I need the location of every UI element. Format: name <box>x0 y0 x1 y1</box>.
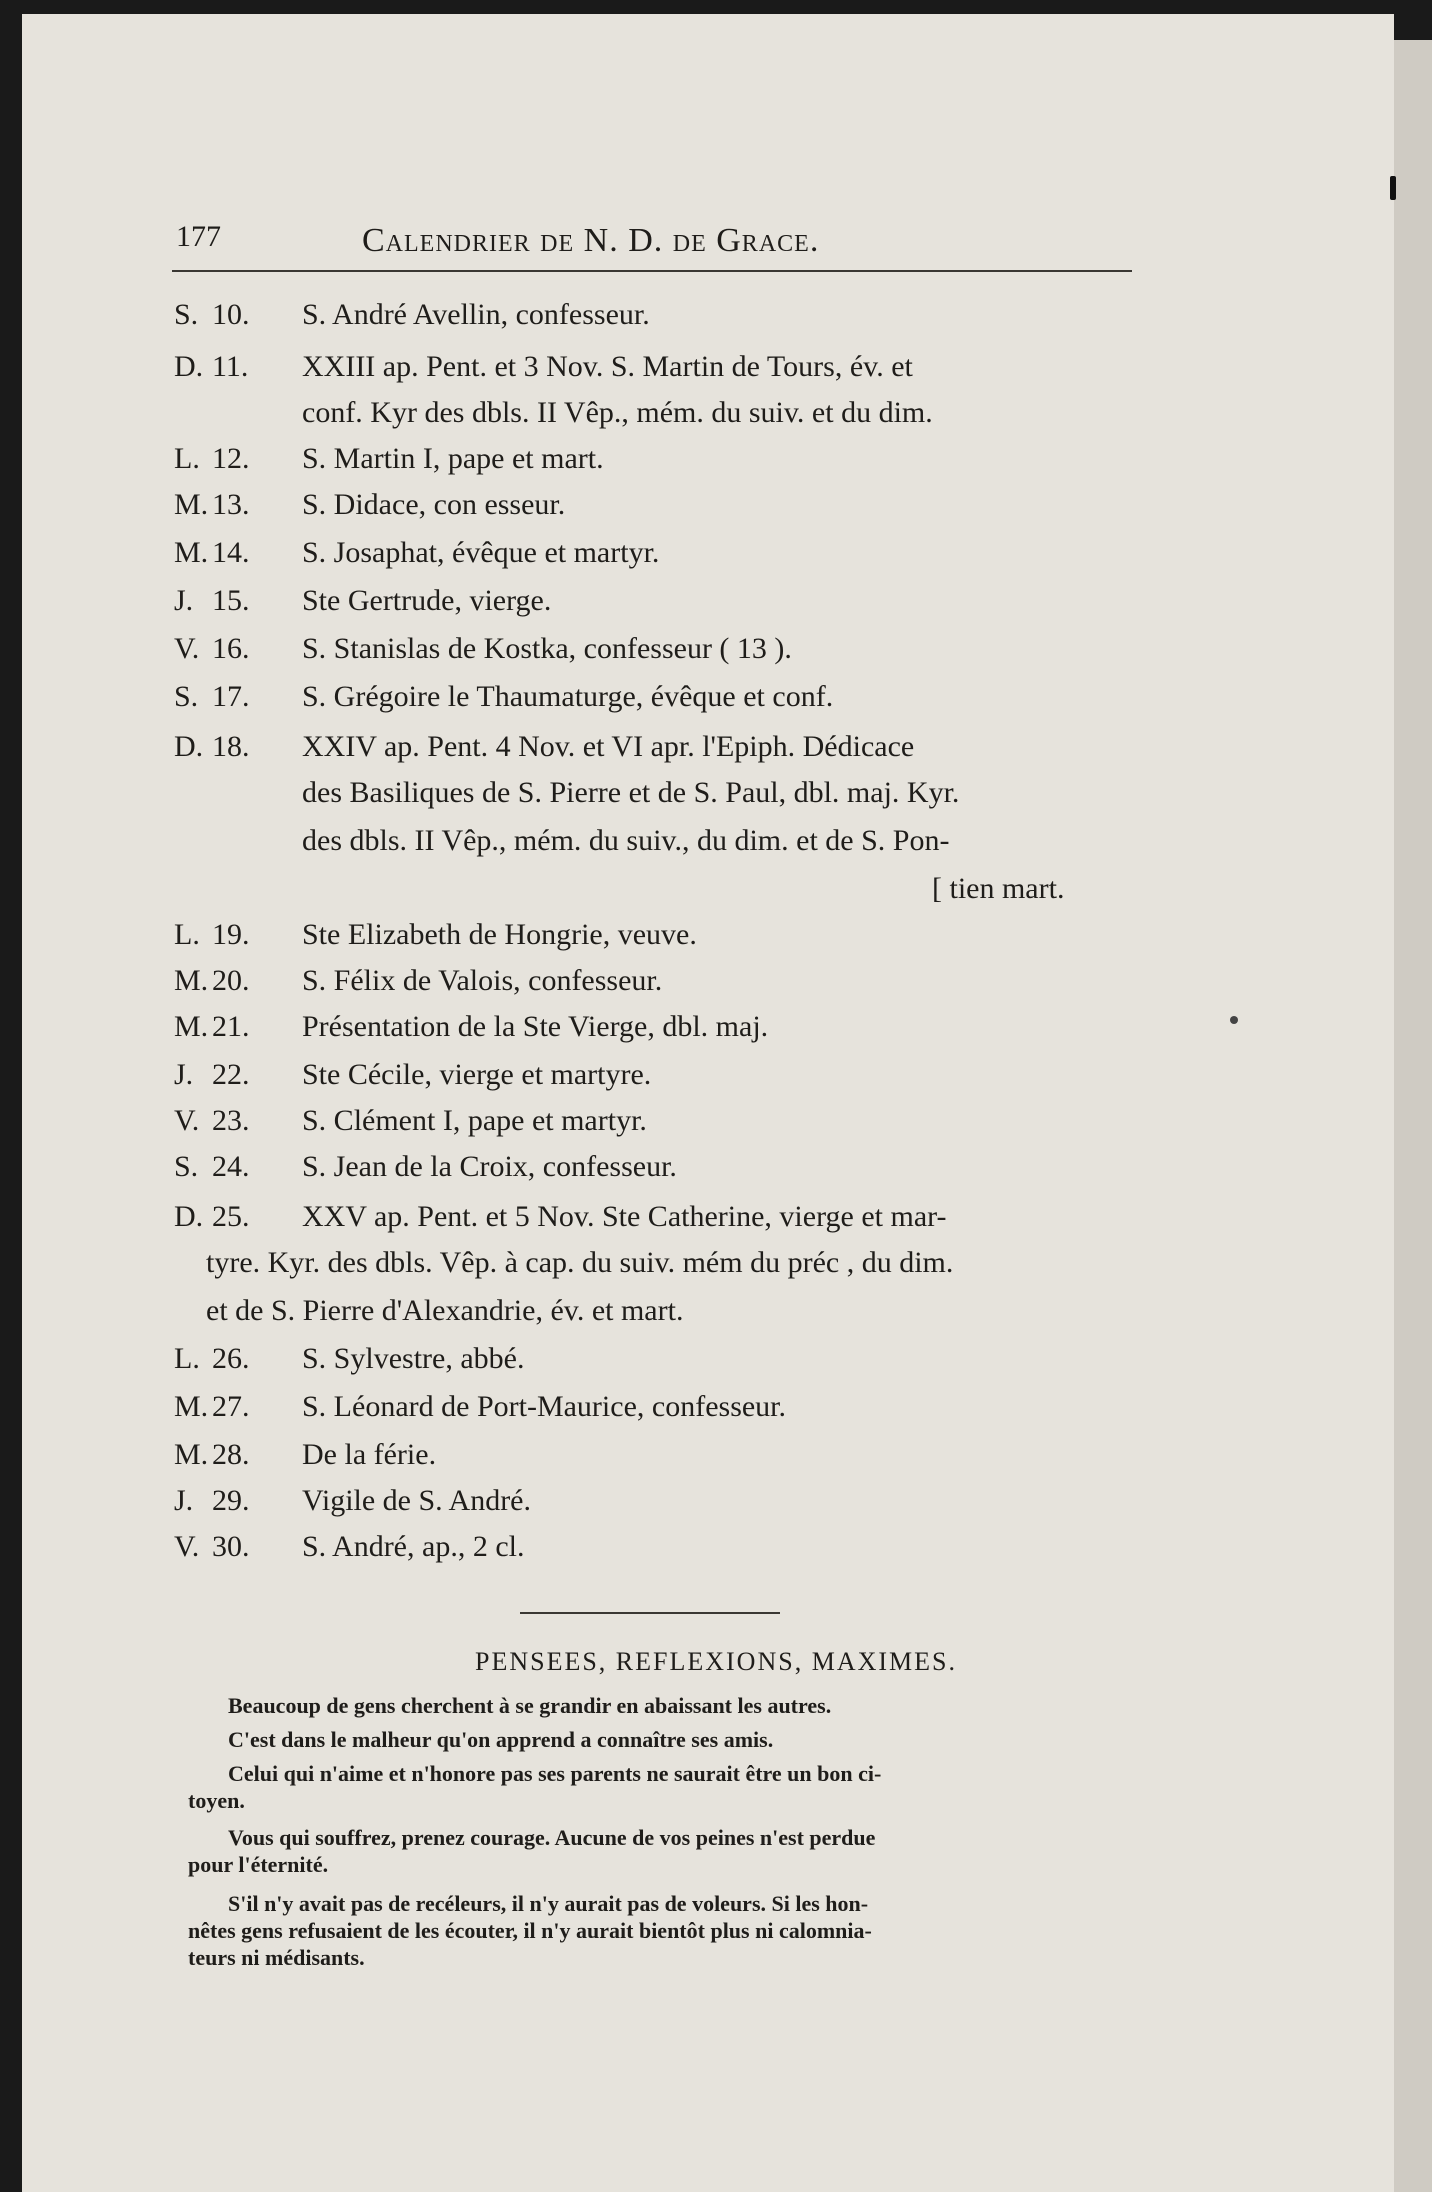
entry-text: S. Jean de la Croix, confesseur. <box>302 1150 677 1183</box>
calendar-entry-continuation <box>0 1288 1432 1334</box>
page-header <box>172 210 1132 272</box>
maxim-paragraph <box>188 1726 1118 1753</box>
section-title: PENSEES, REFLEXIONS, MAXIMES. <box>475 1647 957 1676</box>
date: 10. <box>212 298 250 331</box>
weekday: J. <box>174 1058 194 1091</box>
entry-text: S. Didace, con esseur. <box>302 488 566 521</box>
date: 28. <box>212 1438 250 1471</box>
calendar-entry <box>0 1384 1432 1430</box>
entry-text: S. Clément I, pape et martyr. <box>302 1104 647 1137</box>
calendar-entry <box>0 912 1432 958</box>
calendar-entry <box>0 436 1432 482</box>
entry-text: S. Sylvestre, abbé. <box>302 1342 525 1375</box>
weekday: S. <box>174 1150 199 1183</box>
calendar-entry <box>0 1144 1432 1190</box>
maxim-paragraph <box>188 1760 1118 1814</box>
calendar-entry <box>0 1524 1432 1570</box>
maxim-line: Vous qui souffrez, prenez courage. Aucune de vos peines n'est perdue <box>228 1825 876 1850</box>
entry-text: S. André, ap., 2 cl. <box>302 1530 525 1563</box>
entry-text: S. André Avellin, confesseur. <box>302 298 650 331</box>
date: 24. <box>212 1150 250 1183</box>
entry-text: conf. Kyr des dbls. II Vêp., mém. du suiv. et du dim. <box>302 396 933 429</box>
page-number: 177 <box>176 220 221 253</box>
weekday: V. <box>174 632 200 665</box>
entry-text: Ste Gertrude, vierge. <box>302 584 552 617</box>
weekday: S. <box>174 680 199 713</box>
calendar-entry-continuation <box>0 770 1432 816</box>
calendar-entry <box>0 626 1432 672</box>
entry-text: [ tien mart. <box>932 872 1065 905</box>
date: 12. <box>212 442 250 475</box>
entry-text: XXIV ap. Pent. 4 Nov. et VI apr. l'Epiph. Dédicace <box>302 730 915 763</box>
calendar-entry <box>0 482 1432 528</box>
calendar-entry <box>0 958 1432 1004</box>
weekday: D. <box>174 1200 204 1233</box>
calendar-entry <box>0 292 1432 338</box>
entry-text: Vigile de S. André. <box>302 1484 531 1517</box>
calendar-entry <box>0 1194 1432 1240</box>
date: 30. <box>212 1530 250 1563</box>
weekday: M. <box>174 488 209 521</box>
date: 14. <box>212 536 250 569</box>
date: 29. <box>212 1484 250 1517</box>
entry-text: tyre. Kyr. des dbls. Vêp. à cap. du suiv. mém du préc , du dim. <box>206 1246 954 1279</box>
calendar-entry-continuation <box>0 818 1432 864</box>
calendar-entry <box>0 344 1432 390</box>
maxim-line: C'est dans le malheur qu'on apprend a connaître ses amis. <box>228 1727 774 1752</box>
weekday: L. <box>174 442 200 475</box>
entry-text: Présentation de la Ste Vierge, dbl. maj. <box>302 1010 769 1043</box>
weekday: D. <box>174 730 204 763</box>
weekday: M. <box>174 1390 209 1423</box>
date: 18. <box>212 730 250 763</box>
weekday: M. <box>174 964 209 997</box>
entry-text: S. Grégoire le Thaumaturge, évêque et conf. <box>302 680 834 713</box>
maxim-line: Celui qui n'aime et n'honore pas ses parents ne saurait être un bon ci- <box>228 1761 882 1786</box>
calendar-entry <box>0 724 1432 770</box>
calendar-entry <box>0 674 1432 720</box>
calendar-entry <box>0 1098 1432 1144</box>
weekday: J. <box>174 1484 194 1517</box>
date: 22. <box>212 1058 250 1091</box>
weekday: V. <box>174 1104 200 1137</box>
calendar-entry-continuation <box>0 390 1432 436</box>
weekday: L. <box>174 918 200 951</box>
print-speck <box>1230 1016 1238 1024</box>
running-title: Calendrier de N. D. de Grace. <box>362 222 820 259</box>
weekday: J. <box>174 584 194 617</box>
calendar-entry <box>0 1478 1432 1524</box>
date: 19. <box>212 918 250 951</box>
weekday: M. <box>174 1438 209 1471</box>
maxim-line: teurs ni médisants. <box>188 1945 365 1970</box>
maxim-paragraph <box>188 1890 1118 1971</box>
entry-text: et de S. Pierre d'Alexandrie, év. et mart. <box>206 1294 684 1327</box>
entry-text: des Basiliques de S. Pierre et de S. Paul, dbl. maj. Kyr. <box>302 776 960 809</box>
maxim-line: Beaucoup de gens cherchent à se grandir en abaissant les autres. <box>228 1693 832 1718</box>
weekday: L. <box>174 1342 200 1375</box>
maxim-line: pour l'éternité. <box>188 1852 329 1877</box>
entry-text: Ste Elizabeth de Hongrie, veuve. <box>302 918 697 951</box>
weekday: D. <box>174 350 204 383</box>
date: 17. <box>212 680 250 713</box>
entry-text: De la férie. <box>302 1438 437 1471</box>
date: 11. <box>212 350 249 383</box>
date: 16. <box>212 632 250 665</box>
calendar-entry <box>0 578 1432 624</box>
print-speck <box>1390 176 1396 200</box>
date: 23. <box>212 1104 250 1137</box>
date: 21. <box>212 1010 250 1043</box>
entry-text: des dbls. II Vêp., mém. du suiv., du dim. et de S. Pon- <box>302 824 950 857</box>
maxim-paragraph <box>188 1824 1118 1878</box>
calendar-entry <box>0 1336 1432 1382</box>
date: 13. <box>212 488 250 521</box>
entry-text: S. Martin I, pape et mart. <box>302 442 604 475</box>
entry-text: S. Léonard de Port-Maurice, confesseur. <box>302 1390 787 1423</box>
entry-text: XXV ap. Pent. et 5 Nov. Ste Catherine, vierge et mar- <box>302 1200 947 1233</box>
maxim-line: toyen. <box>188 1788 245 1813</box>
entry-text: S. Josaphat, évêque et martyr. <box>302 536 660 569</box>
calendar-entry <box>0 1004 1432 1050</box>
weekday: M. <box>174 1010 209 1043</box>
maxim-line: S'il n'y avait pas de recéleurs, il n'y aurait pas de voleurs. Si les hon- <box>228 1891 869 1916</box>
weekday: S. <box>174 298 199 331</box>
weekday: M. <box>174 536 209 569</box>
entry-text: S. Stanislas de Kostka, confesseur ( 13 ). <box>302 632 792 665</box>
calendar-entry-continuation <box>0 1240 1432 1286</box>
calendar-entry <box>0 1432 1432 1478</box>
entry-text: XXIII ap. Pent. et 3 Nov. S. Martin de Tours, év. et <box>302 350 913 383</box>
calendar-entry <box>0 530 1432 576</box>
date: 25. <box>212 1200 250 1233</box>
date: 20. <box>212 964 250 997</box>
maxim-paragraph <box>188 1692 1118 1719</box>
date: 15. <box>212 584 250 617</box>
entry-text: S. Félix de Valois, confesseur. <box>302 964 663 997</box>
calendar-entry-continuation <box>0 866 1432 912</box>
date: 27. <box>212 1390 250 1423</box>
date: 26. <box>212 1342 250 1375</box>
weekday: V. <box>174 1530 200 1563</box>
maxim-line: nêtes gens refusaient de les écouter, il n'y aurait bientôt plus ni calomnia- <box>188 1918 872 1943</box>
section-divider <box>520 1612 780 1614</box>
entry-text: Ste Cécile, vierge et martyre. <box>302 1058 652 1091</box>
calendar-entry <box>0 1052 1432 1098</box>
